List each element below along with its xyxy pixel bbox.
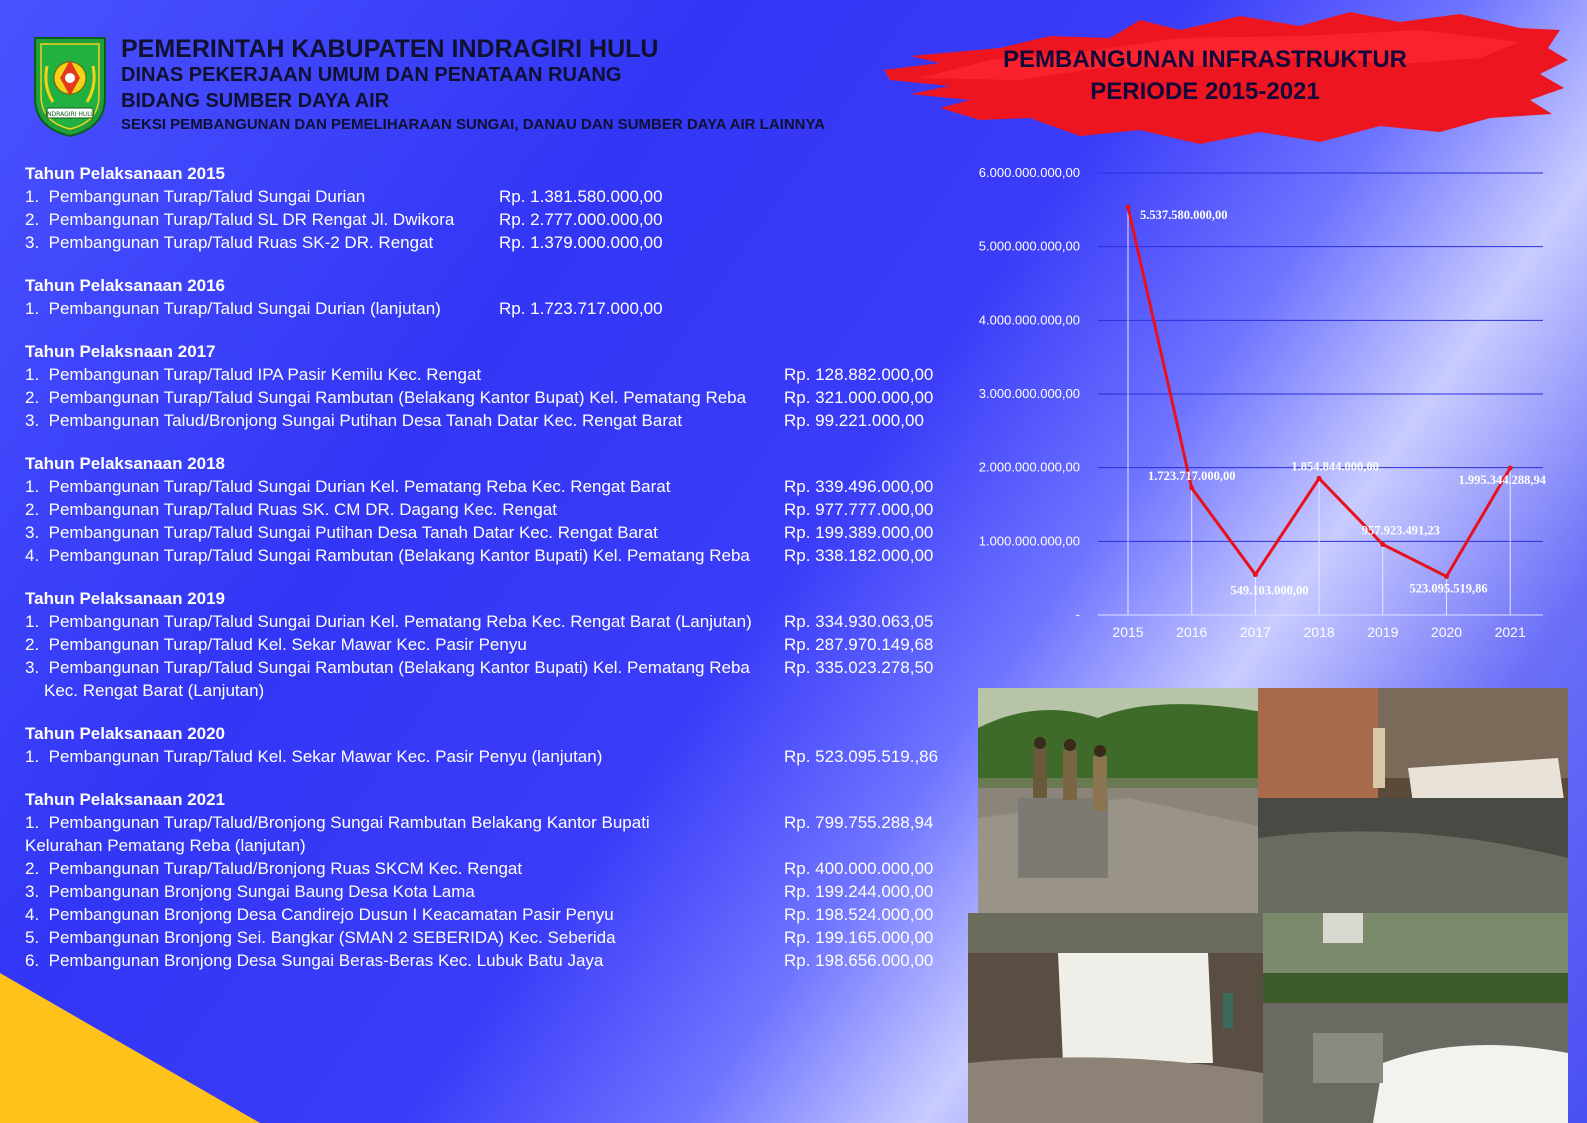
- data-point: [1189, 486, 1194, 491]
- y-tick-label: 4.000.000.000,00: [978, 312, 1080, 328]
- x-tick-label: 2021: [1494, 624, 1526, 640]
- department-title: DINAS PEKERJAAN UMUM DAN PENATAAN RUANG: [121, 64, 622, 86]
- project-name: 6. Pembangunan Bronjong Desa Sungai Beras-Beras Kec. Lubuk Batu Jaya: [25, 951, 604, 970]
- project-name: 2. Pembangunan Turap/Talud/Bronjong Ruas SKCM Kec. Rengat: [25, 859, 523, 878]
- year-title: Tahun Pelaksanaan 2015: [25, 164, 226, 183]
- project-amount: Rp. 400.000.000,00: [784, 859, 934, 878]
- year-section: [25, 452, 955, 567]
- data-point: [1126, 205, 1131, 210]
- project-item: [25, 745, 955, 768]
- banner-line-2: PERIODE 2015-2021: [1090, 78, 1320, 105]
- data-label: 549.103.000,00: [1230, 583, 1309, 598]
- section-title: SEKSI PEMBANGUNAN DAN PEMELIHARAAN SUNGAI, DANAU DAN SUMBER DAYA AIR LAINNYA: [121, 116, 825, 133]
- regency-emblem-logo: [33, 36, 107, 138]
- photo-gabion-river: [1263, 913, 1568, 1123]
- project-name: 1. Pembangunan Turap/Talud/Bronjong Sungai Rambutan Belakang Kantor Bupati: [25, 813, 650, 832]
- project-amount: Rp. 799.755.288,94: [784, 813, 934, 832]
- y-tick-label: 6.000.000.000,00: [978, 165, 1080, 180]
- year-title: Tahun Pelaksanaan 2020: [25, 724, 226, 743]
- project-name: 3. Pembangunan Turap/Talud Sungai Rambutan (Belakang Kantor Bupati) Kel. Pematang Reba: [25, 658, 750, 677]
- data-point: [1253, 572, 1258, 577]
- project-name: 1. Pembangunan Turap/Talud Sungai Durian: [25, 187, 366, 206]
- project-item: [25, 610, 955, 633]
- project-name: 2. Pembangunan Turap/Talud SL DR Rengat Jl. Dwikora: [25, 210, 455, 229]
- project-item: [25, 857, 955, 880]
- header-titles: [121, 36, 825, 134]
- project-amount: Rp. 198.656.000,00: [784, 951, 934, 970]
- data-label: 5.537.580.000,00: [1140, 208, 1228, 223]
- project-item: [25, 656, 955, 679]
- project-item: [25, 208, 955, 231]
- project-item: [25, 475, 955, 498]
- project-amount: Rp. 199.244.000,00: [784, 882, 934, 901]
- project-amount: Rp. 339.496.000,00: [784, 477, 934, 496]
- y-tick-label: 2.000.000.000,00: [978, 459, 1080, 475]
- banner-line-1: PEMBANGUNAN INFRASTRUKTUR: [1003, 46, 1407, 73]
- project-item: [25, 363, 955, 386]
- project-name-continued: Kec. Rengat Barat (Lanjutan): [44, 681, 265, 700]
- project-item: [25, 297, 955, 320]
- project-name: 1. Pembangunan Turap/Talud Sungai Durian Kel. Pematang Reba Kec. Rengat Barat: [25, 477, 671, 496]
- project-amount: Rp. 334.930.063,05: [784, 612, 934, 631]
- data-point: [1317, 476, 1322, 481]
- project-name: 1. Pembangunan Turap/Talud IPA Pasir Kemilu Kec. Rengat: [25, 365, 482, 384]
- project-item: [25, 949, 955, 972]
- project-name: 3. Pembangunan Bronjong Sungai Baung Desa Kota Lama: [25, 882, 475, 901]
- year-section: [25, 788, 955, 972]
- year-title: Tahun Pelaksnaan 2017: [25, 342, 216, 361]
- project-amount: Rp. 99.221.000,00: [784, 411, 924, 430]
- data-label: 523.095.519,86: [1409, 581, 1488, 596]
- project-item: [25, 880, 955, 903]
- project-name: 4. Pembangunan Turap/Talud Sungai Rambutan (Belakang Kantor Bupati) Kel. Pematang Reba: [25, 546, 750, 565]
- corner-decoration: [0, 973, 260, 1123]
- project-name: 4. Pembangunan Bronjong Desa Candirejo Dusun I Keacamatan Pasir Penyu: [25, 905, 614, 924]
- project-amount: Rp. 1.723.717.000,00: [499, 299, 663, 318]
- project-amount: Rp. 287.970.149,68: [784, 635, 934, 654]
- photo-inspection: [978, 688, 1268, 913]
- project-amount: Rp. 2.777.000.000,00: [499, 210, 663, 229]
- project-amount: Rp. 977.777.000,00: [784, 500, 934, 519]
- project-amount: Rp. 199.389.000,00: [784, 523, 934, 542]
- year-title: Tahun Pelaksanaan 2018: [25, 454, 226, 473]
- project-name: 5. Pembangunan Bronjong Sei. Bangkar (SMAN 2 SEBERIDA) Kec. Seberida: [25, 928, 616, 947]
- project-item: [25, 811, 955, 834]
- project-item: [25, 633, 955, 656]
- data-label: 957.923.491,23: [1361, 523, 1440, 538]
- project-name: 1. Pembangunan Turap/Talud Sungai Durian Kel. Pematang Reba Kec. Rengat Barat (Lanjutan): [25, 612, 752, 631]
- y-tick-label: 3.000.000.000,00: [978, 386, 1080, 401]
- y-tick-label: -: [1075, 607, 1080, 622]
- data-point: [1380, 542, 1385, 547]
- project-amount: Rp. 199.165.000,00: [784, 928, 934, 947]
- project-name: 1. Pembangunan Turap/Talud Kel. Sekar Mawar Kec. Pasir Penyu (lanjutan): [25, 747, 603, 766]
- project-name-continued: Kelurahan Pematang Reba (lanjutan): [25, 836, 306, 855]
- project-item: [25, 185, 955, 208]
- project-item: [25, 231, 955, 254]
- data-label: 1.854.844.000,00: [1291, 459, 1379, 474]
- project-name: 1. Pembangunan Turap/Talud Sungai Durian (lanjutan): [25, 299, 441, 318]
- project-item: [25, 903, 955, 926]
- y-tick-label: 5.000.000.000,00: [978, 238, 1080, 254]
- budget-line-chart: [948, 150, 1568, 650]
- data-label: 1.723.717.000,00: [1147, 469, 1236, 484]
- project-amount: Rp. 523.095.519.,86: [784, 747, 939, 766]
- year-section: [25, 162, 955, 254]
- project-item: [25, 521, 955, 544]
- y-tick-label: 1.000.000.000,00: [978, 533, 1080, 549]
- year-title: Tahun Pelaksanaan 2016: [25, 276, 226, 295]
- project-name: 2. Pembangunan Turap/Talud Ruas SK. CM DR. Dagang Kec. Rengat: [25, 500, 558, 519]
- project-amount: Rp. 321.000.000,00: [784, 388, 934, 407]
- project-item: [25, 926, 955, 949]
- project-name: 2. Pembangunan Turap/Talud Sungai Rambutan (Belakang Kantor Bupat) Kel. Pematang Reba: [25, 388, 747, 407]
- project-name: 3. Pembangunan Talud/Bronjong Sungai Putihan Desa Tanah Datar Kec. Rengat Barat: [25, 411, 683, 430]
- division-title: BIDANG SUMBER DAYA AIR: [121, 90, 390, 112]
- x-tick-label: 2019: [1367, 624, 1399, 640]
- government-title: PEMERINTAH KABUPATEN INDRAGIRI HULU: [121, 35, 659, 63]
- year-section: [25, 587, 955, 702]
- project-item: [25, 544, 955, 567]
- year-title: Tahun Pelaksanaan 2021: [25, 790, 226, 809]
- project-name: 2. Pembangunan Turap/Talud Kel. Sekar Mawar Kec. Pasir Penyu: [25, 635, 527, 654]
- x-tick-label: 2015: [1112, 624, 1144, 640]
- project-amount: Rp. 1.379.000.000,00: [499, 233, 663, 252]
- year-section: [25, 340, 955, 432]
- photo-waterfall-works: [1258, 688, 1568, 913]
- x-tick-label: 2018: [1303, 624, 1335, 640]
- project-amount: Rp. 335.023.278,50: [784, 658, 934, 677]
- project-name: 3. Pembangunan Turap/Talud Ruas SK-2 DR. Rengat: [25, 233, 434, 252]
- year-section: [25, 722, 955, 768]
- project-item: [25, 498, 955, 521]
- project-name: 3. Pembangunan Turap/Talud Sungai Putihan Desa Tanah Datar Kec. Rengat Barat: [25, 523, 658, 542]
- banner-brush-stroke: [880, 8, 1570, 148]
- project-amount: Rp. 198.524.000,00: [784, 905, 934, 924]
- x-tick-label: 2017: [1239, 624, 1271, 640]
- year-title: Tahun Pelaksanaan 2019: [25, 589, 226, 608]
- project-item: [25, 409, 955, 432]
- year-section: [25, 274, 955, 320]
- project-amount: Rp. 1.381.580.000,00: [499, 187, 663, 206]
- x-tick-label: 2016: [1176, 624, 1208, 640]
- svg-text:INDRAGIRI HULU: INDRAGIRI HULU: [45, 111, 95, 118]
- photo-collage: [968, 688, 1568, 1123]
- photo-weir-overflow: [968, 913, 1263, 1123]
- project-amount: Rp. 128.882.000,00: [784, 365, 934, 384]
- data-label: 1.995.344.288,94: [1458, 473, 1546, 488]
- x-tick-label: 2020: [1430, 624, 1463, 640]
- data-point: [1508, 466, 1513, 471]
- project-list: [25, 162, 955, 992]
- project-amount: Rp. 338.182.000,00: [784, 546, 934, 565]
- project-item: [25, 386, 955, 409]
- data-point: [1444, 574, 1449, 579]
